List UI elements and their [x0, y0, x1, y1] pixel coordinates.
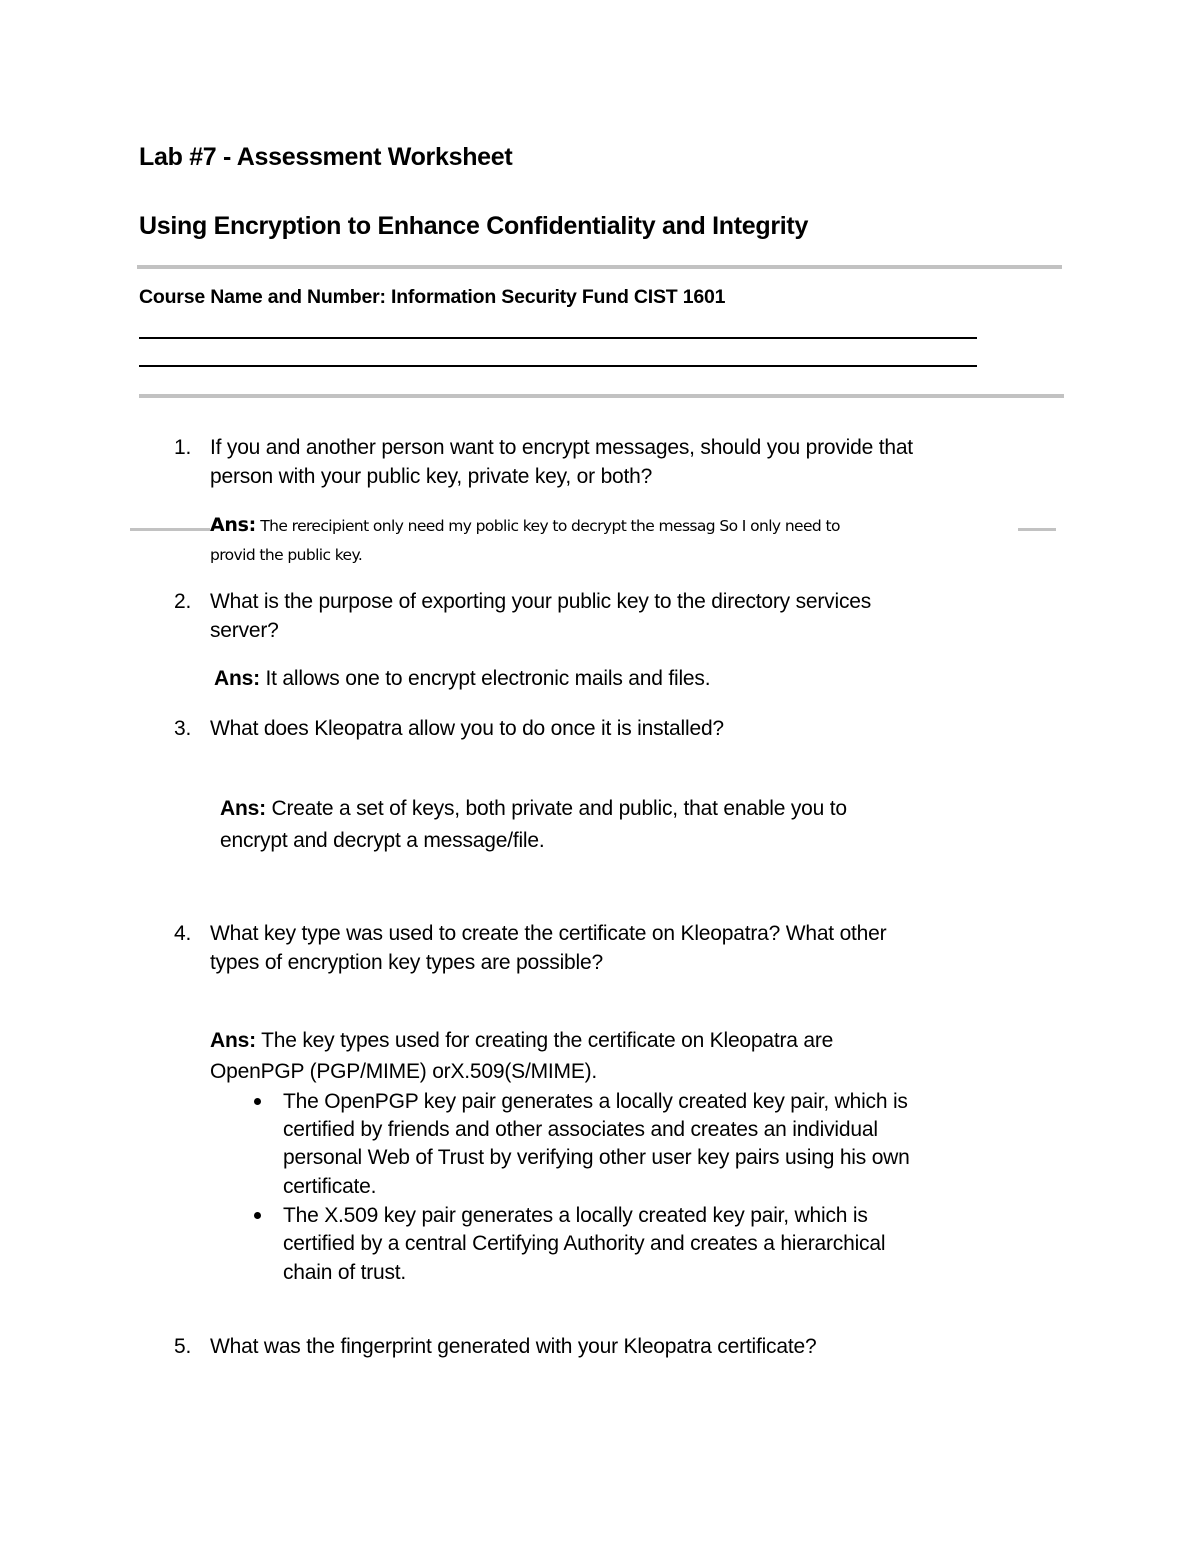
answer-4-line-2: OpenPGP (PGP/MIME) orX.509(S/MIME). [210, 1060, 598, 1083]
answer-2-text: It allows one to encrypt electronic mails and files. [265, 667, 711, 690]
question-number-4: 4. [174, 922, 192, 945]
answer-1-line-1 [210, 514, 840, 536]
document-title: Lab #7 - Assessment Worksheet [139, 143, 513, 171]
answer-4-line-1 [210, 1029, 833, 1053]
answer-3-text: Create a set of keys, both private and public, that enable you to [271, 797, 847, 820]
divider-bottom [139, 394, 1064, 398]
answer-3-label: Ans: [220, 797, 266, 820]
bullet-2-line-1: The X.509 key pair generates a locally created key pair, which is [283, 1204, 868, 1227]
question-number-5: 5. [174, 1335, 192, 1358]
document-subtitle: Using Encryption to Enhance Confidentiality and Integrity [139, 212, 809, 240]
answer-1-line-2: provid the public key. [210, 546, 363, 564]
divider-top [137, 265, 1062, 269]
question-number-3: 3. [174, 717, 192, 740]
blank-line-1 [139, 337, 977, 339]
answer-1-label: Ans: [210, 514, 256, 536]
question-2-line-2: server? [210, 619, 279, 642]
answer-2 [214, 667, 710, 691]
bullet-icon [254, 1098, 261, 1105]
course-label: Course Name and Number: Information Security Fund CIST 1601 [139, 286, 726, 308]
question-1-line-2: person with your public key, private key, or both? [210, 465, 653, 488]
bullet-1-line-4: certificate. [283, 1175, 377, 1198]
answer-1-left-rule [130, 528, 210, 531]
blank-line-2 [139, 365, 977, 367]
bullet-1-line-1: The OpenPGP key pair generates a locally created key pair, which is [283, 1090, 908, 1113]
question-number-1: 1. [174, 436, 192, 459]
answer-3-line-1 [220, 797, 847, 821]
question-number-2: 2. [174, 590, 192, 613]
answer-2-label: Ans: [214, 667, 260, 690]
bullet-icon [254, 1212, 261, 1219]
bullet-2-line-3: chain of trust. [283, 1261, 407, 1284]
bullet-1-line-3: personal Web of Trust by verifying other user key pairs using his own [283, 1146, 910, 1169]
answer-1-right-rule [1018, 528, 1056, 531]
question-5-line-1: What was the fingerprint generated with your Kleopatra certificate? [210, 1335, 817, 1358]
answer-1-text: The rerecipient only need my poblic key to decrypt the messag So I only need to [260, 517, 840, 535]
question-4-line-2: types of encryption key types are possible? [210, 951, 603, 974]
question-2-line-1: What is the purpose of exporting your public key to the directory services [210, 590, 872, 613]
answer-4-label: Ans: [210, 1029, 256, 1052]
answer-4-text: The key types used for creating the certificate on Kleopatra are [261, 1029, 834, 1052]
answer-3-line-2: encrypt and decrypt a message/file. [220, 829, 545, 852]
question-3-line-1: What does Kleopatra allow you to do once it is installed? [210, 717, 724, 740]
bullet-1-line-2: certified by friends and other associates and creates an individual [283, 1118, 878, 1141]
question-1-line-1: If you and another person want to encrypt messages, should you provide that [210, 436, 913, 459]
bullet-2-line-2: certified by a central Certifying Authority and creates a hierarchical [283, 1232, 886, 1255]
question-4-line-1: What key type was used to create the certificate on Kleopatra? What other [210, 922, 887, 945]
